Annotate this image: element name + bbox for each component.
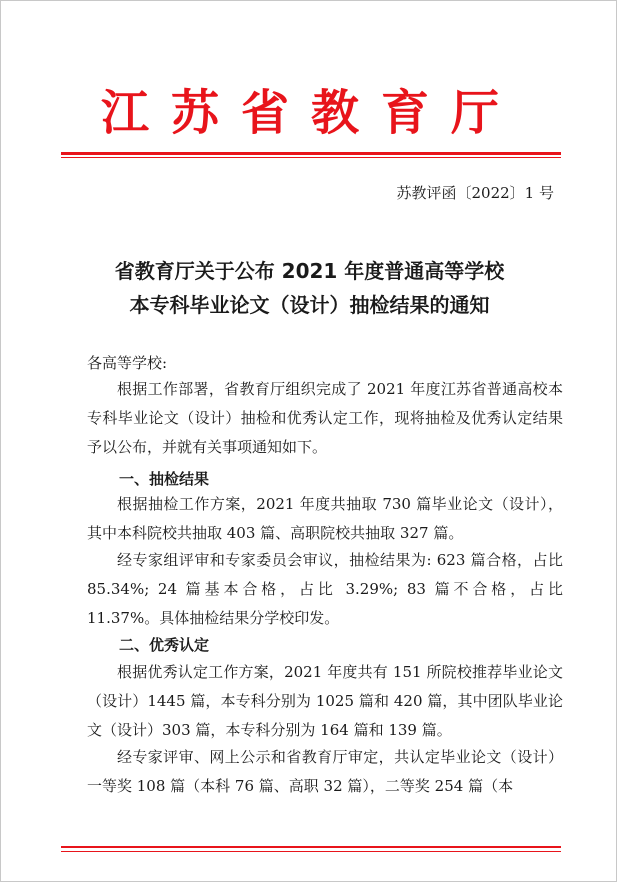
section-1-paragraph-1-block xyxy=(87,490,563,548)
intro-paragraph: 根据工作部署，省教育厅组织完成了 2021 年度江苏省普通高校本专科毕业论文（设计）抽检和优秀认定工作，现将抽检及优秀认定结果予以公布，并就有关事项通知如下。 xyxy=(87,380,563,456)
section-2-paragraph-2: 经专家评审、网上公示和省教育厅审定，共认定毕业论文（设计）一等奖 108 篇（本科 76 篇、高职 32 篇），二等奖 254 篇（本 xyxy=(87,748,563,795)
intro-paragraph-block xyxy=(87,375,563,462)
header-red-rule-thick xyxy=(61,152,561,155)
section-1-paragraph-2: 经专家组评审和专家委员会审议，抽检结果为: 623 篇合格，占比 85.34%; 24 篇基本合格，占比 3.29%; 83 篇不合格，占比 11.37%。具体抽检结果分学校印发。 xyxy=(87,551,563,627)
issuer-title: 江苏省教育厅 xyxy=(100,85,521,141)
salutation: 各高等学校: xyxy=(87,354,168,372)
section-title-sampling-results: 一、抽检结果 xyxy=(119,470,210,488)
header-red-rule-thin xyxy=(61,157,561,158)
document-heading-line-1: 省教育厅关于公布 2021 年度普通高等学校 xyxy=(114,259,505,283)
section-1-paragraph-1: 根据抽检工作方案，2021 年度共抽取 730 篇毕业论文（设计），其中本科院校共抽取 403 篇、高职院校共抽取 327 篇。 xyxy=(87,495,563,542)
section-2-paragraph-1-block xyxy=(87,658,563,745)
footer-red-rule-bottom xyxy=(61,851,561,852)
document-heading-line-2: 本专科毕业论文（设计）抽检结果的通知 xyxy=(129,293,490,317)
section-title-excellence-recognition: 二、优秀认定 xyxy=(119,636,210,654)
section-2-paragraph-1: 根据优秀认定工作方案，2021 年度共有 151 所院校推荐毕业论文（设计）1445 篇，本专科分别为 1025 篇和 420 篇，其中团队毕业论文（设计）303 篇，本专科分别为 164 篇和 139 篇。 xyxy=(87,663,563,739)
footer-red-rule-top xyxy=(61,846,561,848)
document-number: 苏教评函〔2022〕1 号 xyxy=(396,184,554,202)
section-1-paragraph-2-block xyxy=(87,546,563,633)
section-2-paragraph-2-block xyxy=(87,743,563,801)
